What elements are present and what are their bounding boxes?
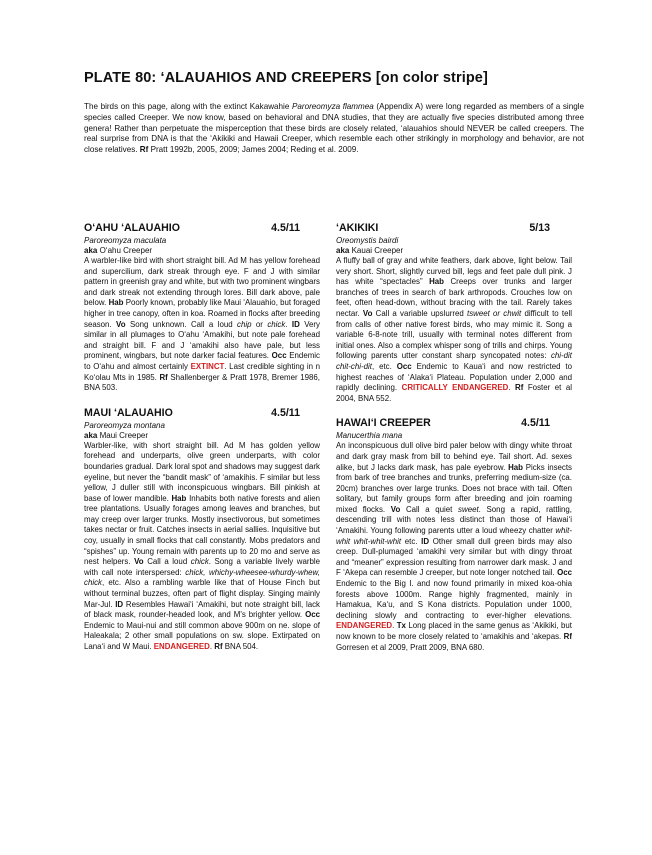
rf-label: Rf bbox=[159, 372, 168, 382]
species-name: MAUI ‘ALAUAHIO bbox=[84, 406, 173, 419]
status-extinct: EXTINCT bbox=[190, 361, 225, 371]
aka-line bbox=[84, 431, 320, 441]
occ-label: Occ bbox=[557, 568, 572, 578]
desc-text: Foster et al 2004, BNA 552. bbox=[336, 383, 572, 403]
species-header bbox=[84, 407, 320, 420]
intro-rf-text: Pratt 1992b, 2005, 2009; James 2004; Reding et al. 2009. bbox=[148, 145, 359, 155]
call-note: chick, whichy-wheesee-whurdy-whew, chick bbox=[84, 567, 320, 588]
intro-scientific-name: Paroreomyza flammea bbox=[291, 102, 374, 111]
desc-text: Call a variable upslurred bbox=[372, 308, 467, 318]
scientific-name: Paroreomyza maculata bbox=[84, 236, 167, 245]
occ-label: Occ bbox=[396, 361, 412, 371]
aka-label: aka bbox=[336, 246, 350, 255]
call-note: sweet bbox=[458, 504, 479, 514]
desc-text: . bbox=[508, 383, 516, 393]
species-header bbox=[336, 222, 572, 235]
species-description bbox=[336, 441, 572, 653]
rf-label: Rf bbox=[214, 642, 223, 651]
species-score: 5/13 bbox=[529, 222, 550, 234]
desc-text: Gorresen et al 2009, Pratt 2009, BNA 680. bbox=[336, 642, 485, 652]
call-note: chi-dit chit-chi-dit bbox=[336, 351, 572, 371]
desc-text: Shallenberger & Pratt 1978, Bremer 1986, BNA 503. bbox=[84, 372, 320, 393]
rf-label: Rf bbox=[515, 383, 524, 393]
species-header bbox=[84, 222, 320, 235]
aka-name: Maui Creeper bbox=[97, 430, 149, 440]
intro-text-2: (Appendix A) were long regarded as members of a single species called Creeper. We now know, based on behavioral and DNA studies, that they are actually five species distributed among three genera! Rather than perpetuate the misperception that these birds are closely related, ‘alauahios should NEVER be called creepers. The real surprise from DNA is that the ‘Akikiki and Hawaii Creeper, which resemble each other strikingly in morphology and behavior, are not close relatives. bbox=[84, 102, 584, 155]
scientific-name: Oreomystis bairdi bbox=[336, 236, 399, 245]
intro-text-1: The birds on this page, along with the extinct Kakawahie bbox=[84, 102, 292, 111]
desc-text: BNA 504. bbox=[222, 642, 259, 651]
desc-text: . Song a variable lively warble with call note interspersed: bbox=[84, 557, 321, 577]
species-description bbox=[84, 441, 320, 653]
desc-text: Call a quiet bbox=[400, 504, 459, 514]
occ-label: Occ bbox=[271, 351, 287, 361]
species-name: HAWAI‘I CREEPER bbox=[336, 417, 431, 430]
aka-name: Kauai Creeper bbox=[349, 246, 404, 255]
desc-text: Resembles Hawai‘i ‘Amakihi, but note straight bill, lack of black mask, rounder-headed look, and M's brighter yellow. bbox=[84, 599, 320, 620]
aka-line bbox=[336, 246, 572, 256]
desc-text: Very similar in all plumages to O‘ahu ‘Amakihi, but note pale forehead and straight bill. F and J ‘amakihi also have pale, but less prominent, wingbars, but note darker facial features. bbox=[84, 319, 320, 361]
hab-label: Hab bbox=[508, 462, 523, 472]
call-note: chick bbox=[190, 557, 209, 567]
rf-label: Rf bbox=[563, 632, 572, 641]
species-description bbox=[84, 256, 320, 394]
species-maui-alauahio bbox=[84, 407, 320, 653]
right-column bbox=[336, 222, 572, 666]
species-score: 4.5/11 bbox=[521, 417, 550, 430]
vo-label: Vo bbox=[362, 308, 373, 318]
desc-text: Endemic to O‘ahu and almost certainly bbox=[84, 351, 320, 371]
aka-name: O‘ahu Creeper bbox=[97, 246, 153, 255]
intro-rf-label: Rf bbox=[139, 145, 149, 155]
desc-text: Inhabits both native forests and alien tree plantations. Usually forages among leaves and branches, but may creep over larger trunks. Mostly insectivorous, but sometimes takes nectar or fruit. Catches insects in aerial sallies. Inquisitive but coy, usually in small flocks that call constantly. Mobs predators and “spishes” up. Young remain with parents up to 20 mo and serve as nest helpers. bbox=[84, 493, 320, 567]
scientific-name: Manucerthia mana bbox=[336, 431, 403, 441]
species-name: ‘AKIKIKI bbox=[336, 222, 379, 234]
intro-paragraph bbox=[84, 102, 584, 156]
desc-text: Long placed in the same genus as ‘Akikiki, but now known to be more closely related to ‘amakihis and ‘akepas. bbox=[336, 621, 572, 641]
scientific-name: Paroreomyza montana bbox=[84, 420, 165, 430]
desc-text: Endemic to Kaua‘i and now restricted to highest reaches of ‘Alaka‘i Plateau. Population under 2,000 and rapidly declining. bbox=[336, 361, 573, 393]
desc-text: . Song a rapid, rattling, descending trill with notes less distinct than those of Hawai‘i ‘Amakihi. Young following parents utter a loud wheezy chatter bbox=[336, 504, 572, 536]
desc-text: A fluffy ball of gray and white feathers, dark above, light below. Tail very short. Short, slightly curved bill, legs and feet pale dull pink. J has white “spectacles” bbox=[336, 256, 572, 287]
id-label: ID bbox=[421, 536, 430, 546]
call-note: whit-whit whit-whit-whit bbox=[336, 526, 572, 546]
species-akikiki bbox=[336, 222, 572, 404]
desc-text: difficult to tell from calls of other native forest birds, who may mimic it. Song a variable 6-8-note trill, usually with terminal notes different from initial ones. Also a complex whisper song of trills and chirps. Young following parents utter constant sharp syncopated notes: bbox=[336, 308, 572, 361]
call-note: chip bbox=[237, 319, 252, 329]
desc-text: or bbox=[251, 319, 268, 329]
desc-text: . bbox=[209, 642, 215, 651]
aka-label: aka bbox=[84, 246, 98, 255]
aka-line bbox=[84, 246, 320, 256]
desc-text: Call a loud bbox=[143, 557, 191, 567]
tx-label: Tx bbox=[396, 621, 406, 631]
species-score: 4.5/11 bbox=[271, 406, 300, 419]
status-endangered: ENDANGERED bbox=[336, 621, 393, 631]
desc-text: Other small dull green birds may also creep. Dull-plumaged ‘amakihi very similar but with dingy throat and “meaner” expression resulting from narrower dark mask. J and F ‘Akepa can resemble J creeper, but note longer notched tail. bbox=[336, 536, 572, 578]
id-label: ID bbox=[291, 319, 300, 329]
call-note: tsweet or chwit bbox=[467, 308, 522, 318]
desc-text: A warbler-like bird with short straight bill. Ad M has yellow forehead and supercilium, dark streak through eye. F and J with similar pattern in greenish gray and white, but with two prominent wingbars and dark streak not extending through lores. Bill dark above, pale below. bbox=[84, 256, 320, 308]
vo-label: Vo bbox=[134, 557, 144, 567]
plate-title: PLATE 80: ‘ALAUAHIOS AND CREEPERS [on color stripe] bbox=[84, 70, 488, 86]
occ-label: Occ bbox=[305, 610, 320, 620]
aka-label: aka bbox=[84, 430, 98, 440]
desc-text: An inconspicuous dull olive bird paler below with dingy white throat and dark gray mask from bill to behind eye. Tail short. Ad. sexes alike, but J lacks dark mask, has pale eyebrow. bbox=[336, 441, 572, 472]
hab-label: Hab bbox=[171, 493, 187, 503]
left-column bbox=[84, 222, 320, 666]
desc-text: Picks insects from bark of tree branches and trunks, preferring medium-size (ca. 20cm) branches over large trunks. Does not brace with tail. Often solitary, but family groups form after breeding and join roaming mixed flocks. bbox=[336, 462, 572, 514]
desc-text: Creeps over trunks and larger branches of trees in search of bark arthropods. Crouches low on feet, often head-down, without bracing with the tail. Rarely takes nectar. bbox=[336, 277, 572, 318]
desc-text: Endemic to Maui-nui and still common above 900m on ne. slope of Haleakala; 2 other small populations on sw. slope. Extirpated on Lana‘i and W Maui. bbox=[84, 620, 320, 651]
species-oahu-alauahio bbox=[84, 222, 320, 394]
status-endangered: ENDANGERED bbox=[153, 642, 210, 651]
status-critically-endangered: CRITICALLY ENDANGERED bbox=[401, 383, 509, 393]
id-label: ID bbox=[115, 599, 124, 609]
desc-text: , etc. Also a rambling warble like that of House Finch but without terminal buzzes, often part of flight display. Singing mainly Mar-Jul. bbox=[84, 578, 320, 609]
desc-text: Endemic to the Big I. and now found primarily in mixed koa-ohia forests above 1000m. Range highly fragmented, mainly in Hamakua, Ka‘u, and S Kona districts. Population under 1000, declining slowly and contracting to ever-higher elevations. bbox=[336, 579, 572, 620]
species-description bbox=[336, 256, 572, 404]
desc-text: Song unknown. Call a loud bbox=[125, 319, 238, 329]
species-score: 4.5/11 bbox=[271, 222, 300, 234]
desc-text: Warbler-like, with short straight bill. Ad M has golden yellow forehead and underparts, olive green underparts, with color boundaries gradual. Dark loral spot and shadows may suggest dark eyeline, but never the “bandit mask” of ‘amakihis. F similar but less yellow, J duller still with inconspicuous wingbars. Bill pinkish at base of lower mandible. bbox=[84, 440, 320, 503]
hab-label: Hab bbox=[429, 277, 445, 287]
species-name: O‘AHU ‘ALAUAHIO bbox=[84, 222, 180, 234]
desc-text: , etc. bbox=[371, 361, 397, 371]
desc-text: . bbox=[285, 319, 292, 329]
desc-text: Poorly known, probably like Maui ‘Alauahio, but foraged higher in tree canopy, often in koa. Roamed in flocks after breeding season. bbox=[84, 298, 321, 329]
hab-label: Hab bbox=[108, 298, 124, 308]
desc-text: . Last credible sighting in n Ko‘olau Mts in 1985. bbox=[84, 361, 320, 382]
vo-label: Vo bbox=[116, 319, 126, 329]
desc-text: . bbox=[392, 621, 397, 631]
call-note: chick bbox=[267, 319, 286, 329]
species-header bbox=[336, 417, 572, 430]
vo-label: Vo bbox=[390, 504, 401, 514]
species-hawaii-creeper bbox=[336, 417, 572, 653]
desc-text: etc. bbox=[401, 536, 422, 546]
